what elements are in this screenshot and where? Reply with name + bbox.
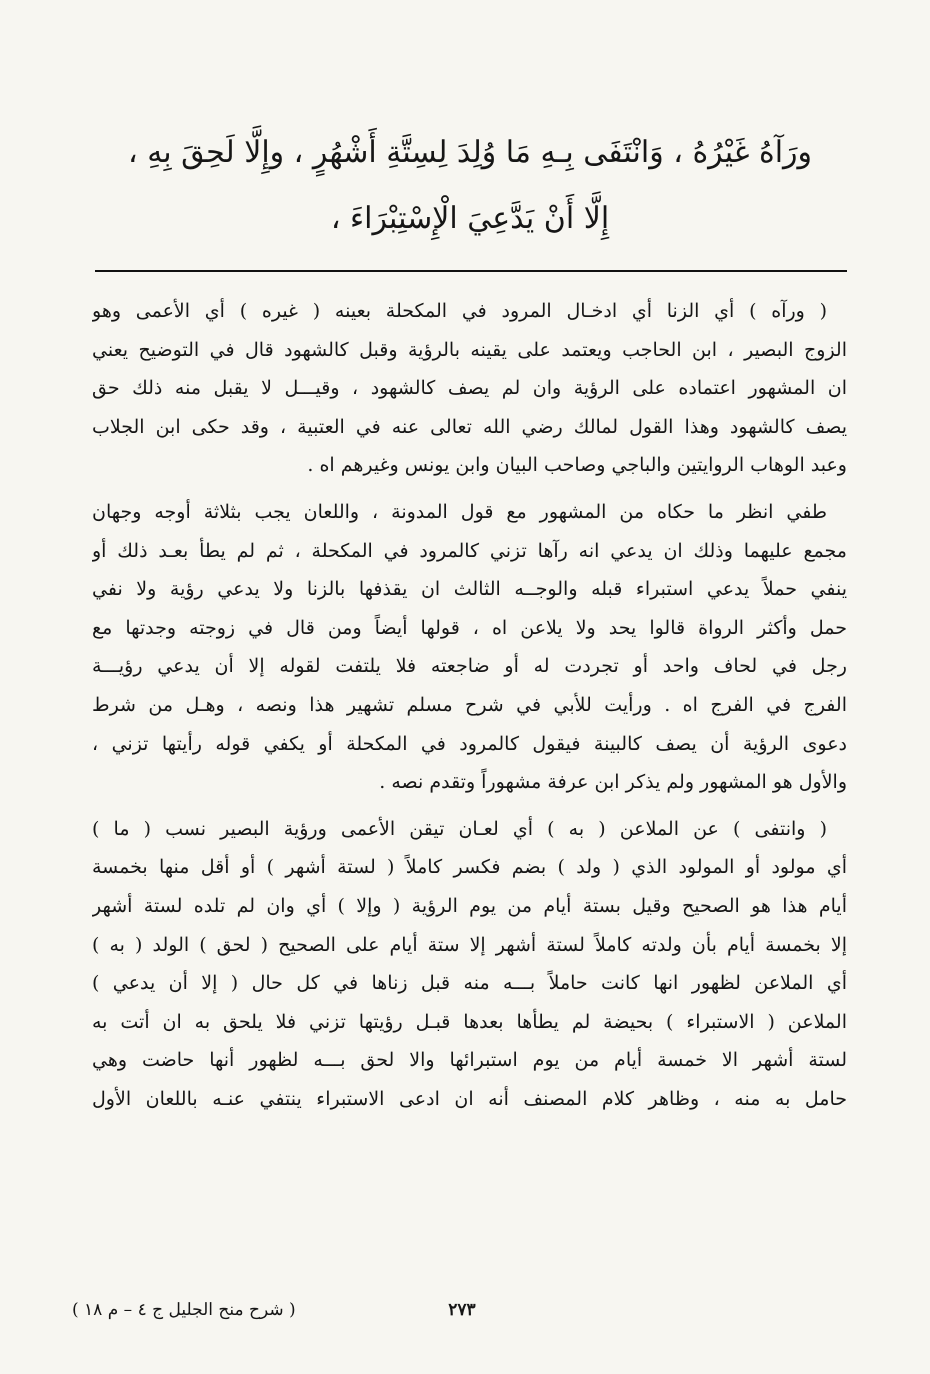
book-reference: ( شرح منح الجليل ج ٤ – م ١٨ ): [72, 1300, 296, 1320]
text-line: الملاعن ( الاستبراء ) بحيضة لم يطأها بعدها قبـل رؤيتها تزني فلا يلحق به ان أتت به: [92, 1010, 847, 1033]
text-line: طفي انظر ما حكاه من المشهور مع قول المدونة ، واللعان يجب بثلاثة أوجه وجهان: [92, 500, 827, 523]
text-line: أي مولود أو المولود الذي ( ولد ) بضم فكسر كاملاً ( لستة أشهر ) أو أقل منها بخمسة: [92, 856, 847, 879]
text-line: أيام هذا هو الصحيح وقيل بستة أيام من يوم الرؤية ( وإلا ) أي وان لم تلده لستة أشهر: [92, 894, 847, 917]
text-line: لستة أشهر الا خمسة أيام من يوم استبرائها والا لحق بـــه لظهور أنها حاضت وهي: [92, 1049, 847, 1072]
text-line: يصف كالشهود وهذا القول لمالك رضي الله تعالى عنه في العتبية ، وقد حكى ابن الجلاب: [92, 415, 847, 438]
text-line: ( ورآه ) أي الزنا أي ادخـال المرود في المكحلة بعينه ( غيره ) أي الأعمى وهو: [92, 300, 827, 322]
text-line: دعوى الرؤية أن يصف كالبينة فيقول كالمرود في المكحلة أو يكفي قوله رأيتها تزني ،: [92, 732, 847, 755]
text-line: مجمع عليهما وذلك ان يدعي انه رآها تزني كالمرود في المكحلة ، ثم لم يطأ بعـد ذلك أو: [92, 539, 847, 562]
paragraph: [92, 493, 847, 802]
commentary-text: [92, 292, 847, 1118]
page-footer: [72, 1295, 852, 1325]
paragraph: [92, 810, 847, 1119]
text-line: ( وانتفى ) عن الملاعن ( به ) أي لعـان تيقن الأعمى ورؤية البصير نسب ( ما ): [92, 817, 827, 840]
matn-line: إِلَّا أَنْ يَدَّعِيَ الْإِسْتِبْرَاءَ ،: [330, 201, 610, 236]
text-line: أي الملاعن لظهور انها كانت حاملاً بـــه منه قبل زناها في كل حال ( إلا أن يدعي ): [92, 972, 847, 995]
separator-rule: [95, 270, 847, 272]
text-line: والأول هو المشهور ولم يذكر ابن عرفة مشهوراً وتقدم نصه .: [379, 771, 847, 794]
text-line: حامل به منه ، وظاهر كلام المصنف أنه ان ادعى الاستبراء ينتفي عنـه باللعان الأول: [92, 1087, 847, 1110]
text-line: الفرج في الفرج اه . ورأيت للأبي في شرح مسلم تشهير هذا ونصه ، وهـل من شرط: [92, 693, 847, 716]
text-line: إلا بخمسة أيام بأن ولدته كاملاً لستة أشهر إلا ستة أيام على الصحيح ( لحق ) الولد ( به ): [92, 933, 847, 956]
matn-text: [90, 120, 850, 252]
matn-line: ورَآهُ غَيْرُهُ ، وَانْتَفَى بِـهِ مَا وُلِدَ لِسِتَّةِ أَشْهُرٍ ، وإِلَّا لَحِقَ بِهِ ،: [127, 135, 813, 170]
text-line: رجل في لحاف واحد أو تجردت له أو ضاجعته فلا يلتفت لقوله إلا أن يدعي رؤيـــة: [92, 655, 847, 678]
text-line: ان المشهور اعتماده على الرؤية وان لم يصف كالشهود ، وقيـــل لا يقبل منه ذلك حق: [92, 377, 847, 400]
text-line: حمل وأكثر الرواة قالوا يحد ولا يلاعن اه ، قولها أيضاً ومن قال في زوجته وجدتها مع: [92, 616, 847, 639]
paragraph: [92, 292, 847, 485]
page-number: ٢٧٣: [448, 1300, 476, 1320]
text-line: الزوج البصير ، ابن الحاجب ويعتمد على يقينه بالرؤية وقبل كالشهود قال في التوضيح يعني: [92, 338, 847, 361]
text-line: وعبد الوهاب الروايتين والباجي وصاحب البيان وابن يونس وغيرهم اه .: [307, 454, 847, 477]
text-line: ينفي حملاً يدعي استبراء قبله والوجــه الثالث ان يقذفها بالزنا ولا يدعي رؤية ولا نفي: [92, 578, 847, 601]
